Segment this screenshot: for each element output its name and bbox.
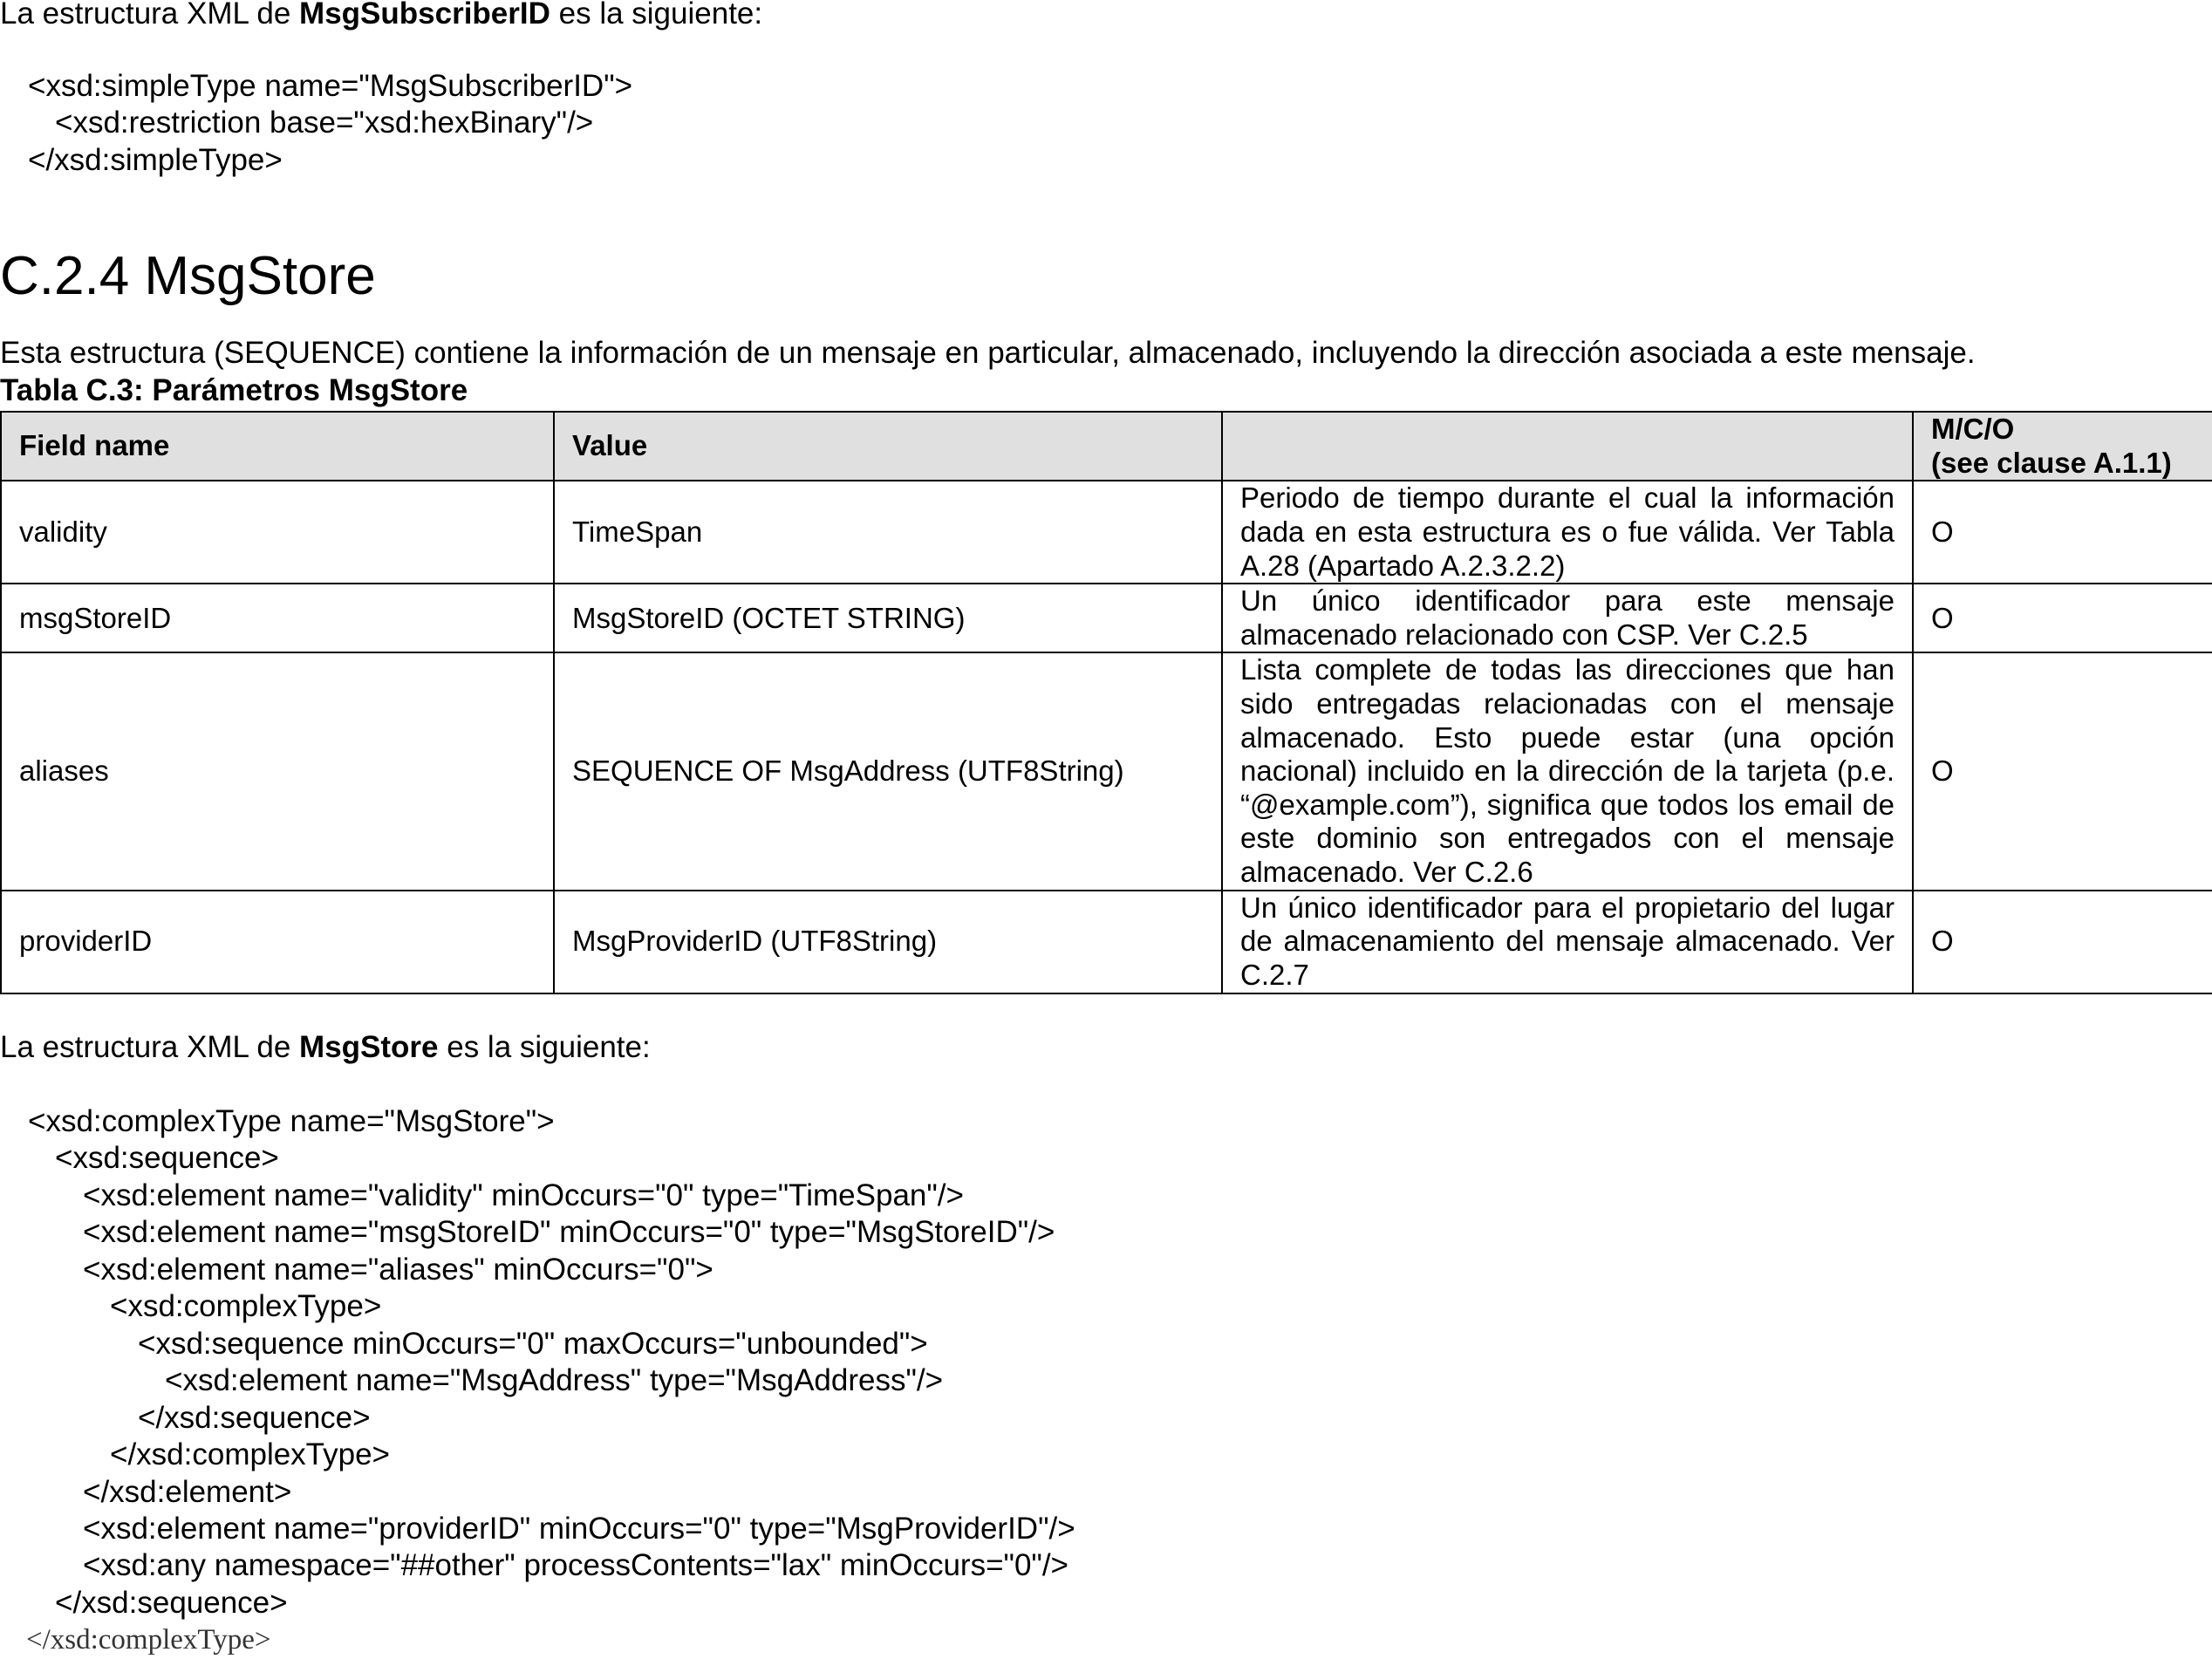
table-row bbox=[1, 584, 2212, 652]
cell-description: Lista complete de todas las direcciones que han sido entregadas relacionadas con el mensaje almacenado. Esto puede estar (una opción nacional) incluido en la dirección de la tarjeta (p.e. “@example.com”), significa que todos los email de este dominio son entregados con el mensaje almacenado. Ver C.2.6 bbox=[1222, 652, 1913, 890]
xml-code-line: <xsd:sequence minOccurs="0" maxOccurs="unbounded"> bbox=[138, 1327, 928, 1361]
header-field-name: Field name bbox=[1, 412, 554, 481]
header-mco-line2: (see clause A.1.1) bbox=[1931, 446, 2172, 479]
xml-code-line: <xsd:element name="MsgAddress" type="MsgAddress"/> bbox=[165, 1363, 944, 1397]
header-mco-line1: M/C/O bbox=[1931, 413, 2015, 445]
table-caption: Tabla C.3: Parámetros MsgStore bbox=[0, 373, 468, 407]
table-header-row bbox=[1, 412, 2212, 481]
section-description: Esta estructura (SEQUENCE) contiene la información de un mensaje en particular, almacenado, incluyendo la dirección asociada a este mensaje. bbox=[0, 336, 1976, 370]
cell-field: aliases bbox=[1, 652, 554, 890]
xml-code-line: </xsd:complexType> bbox=[26, 1624, 271, 1656]
intro-prefix: La estructura XML de bbox=[0, 0, 300, 31]
xml-code-line: </xsd:simpleType> bbox=[28, 143, 283, 177]
xml-code-line: <xsd:element name="validity" minOccurs="0" type="TimeSpan"/> bbox=[83, 1178, 964, 1212]
header-description bbox=[1222, 412, 1913, 481]
table-row bbox=[1, 891, 2212, 993]
xml-code-line: </xsd:element> bbox=[83, 1475, 292, 1509]
cell-field: validity bbox=[1, 481, 554, 584]
cell-description: Un único identificador para este mensaje almacenado relacionado con CSP. Ver C.2.5 bbox=[1222, 584, 1913, 652]
cell-description: Periodo de tiempo durante el cual la información dada en esta estructura es o fue válida. Ver Tabla A.28 (Apartado A.2.3.2.2) bbox=[1222, 481, 1913, 584]
xml-code-line: </xsd:sequence> bbox=[138, 1401, 371, 1435]
intro2-suffix: es la siguiente: bbox=[438, 1030, 651, 1064]
cell-field: msgStoreID bbox=[1, 584, 554, 652]
xml-code-line: <xsd:element name="aliases" minOccurs="0"> bbox=[83, 1253, 713, 1287]
cell-mco: O bbox=[1913, 652, 2212, 890]
section-heading: C.2.4 MsgStore bbox=[0, 246, 376, 306]
xml-code-line: </xsd:sequence> bbox=[55, 1586, 288, 1620]
parameters-table bbox=[0, 411, 2212, 994]
cell-mco: O bbox=[1913, 481, 2212, 584]
table-row bbox=[1, 481, 2212, 584]
xml-code-line: <xsd:complexType name="MsgStore"> bbox=[28, 1104, 555, 1138]
intro2-bold-term: MsgStore bbox=[299, 1030, 439, 1064]
xml-code-line: <xsd:element name="msgStoreID" minOccurs="0" type="MsgStoreID"/> bbox=[83, 1215, 1055, 1249]
table-row bbox=[1, 652, 2212, 890]
intro-bold-term: MsgSubscriberID bbox=[299, 0, 550, 31]
cell-mco: O bbox=[1913, 891, 2212, 993]
intro-suffix: es la siguiente: bbox=[550, 0, 763, 31]
cell-value: TimeSpan bbox=[554, 481, 1222, 584]
cell-value: SEQUENCE OF MsgAddress (UTF8String) bbox=[554, 652, 1222, 890]
intro-paragraph-msgstore bbox=[0, 1031, 651, 1065]
intro-paragraph-subscriber bbox=[0, 0, 762, 31]
xml-code-line: <xsd:any namespace="##other" processContents="lax" minOccurs="0"/> bbox=[83, 1548, 1068, 1582]
xml-code-line: <xsd:element name="providerID" minOccurs="0" type="MsgProviderID"/> bbox=[83, 1512, 1075, 1546]
header-value: Value bbox=[554, 412, 1222, 481]
cell-value: MsgStoreID (OCTET STRING) bbox=[554, 584, 1222, 652]
cell-mco: O bbox=[1913, 584, 2212, 652]
xml-code-line: <xsd:restriction base="xsd:hexBinary"/> bbox=[55, 106, 594, 140]
cell-description: Un único identificador para el propietario del lugar de almacenamiento del mensaje almacenado. Ver C.2.7 bbox=[1222, 891, 1913, 993]
header-mco bbox=[1913, 412, 2212, 481]
xml-code-line: <xsd:sequence> bbox=[55, 1141, 279, 1175]
intro2-prefix: La estructura XML de bbox=[0, 1030, 300, 1064]
xml-code-line: <xsd:complexType> bbox=[110, 1289, 382, 1323]
xml-code-line: <xsd:simpleType name="MsgSubscriberID"> bbox=[28, 69, 633, 103]
cell-field: providerID bbox=[1, 891, 554, 993]
xml-code-line: </xsd:complexType> bbox=[110, 1437, 390, 1471]
cell-value: MsgProviderID (UTF8String) bbox=[554, 891, 1222, 993]
